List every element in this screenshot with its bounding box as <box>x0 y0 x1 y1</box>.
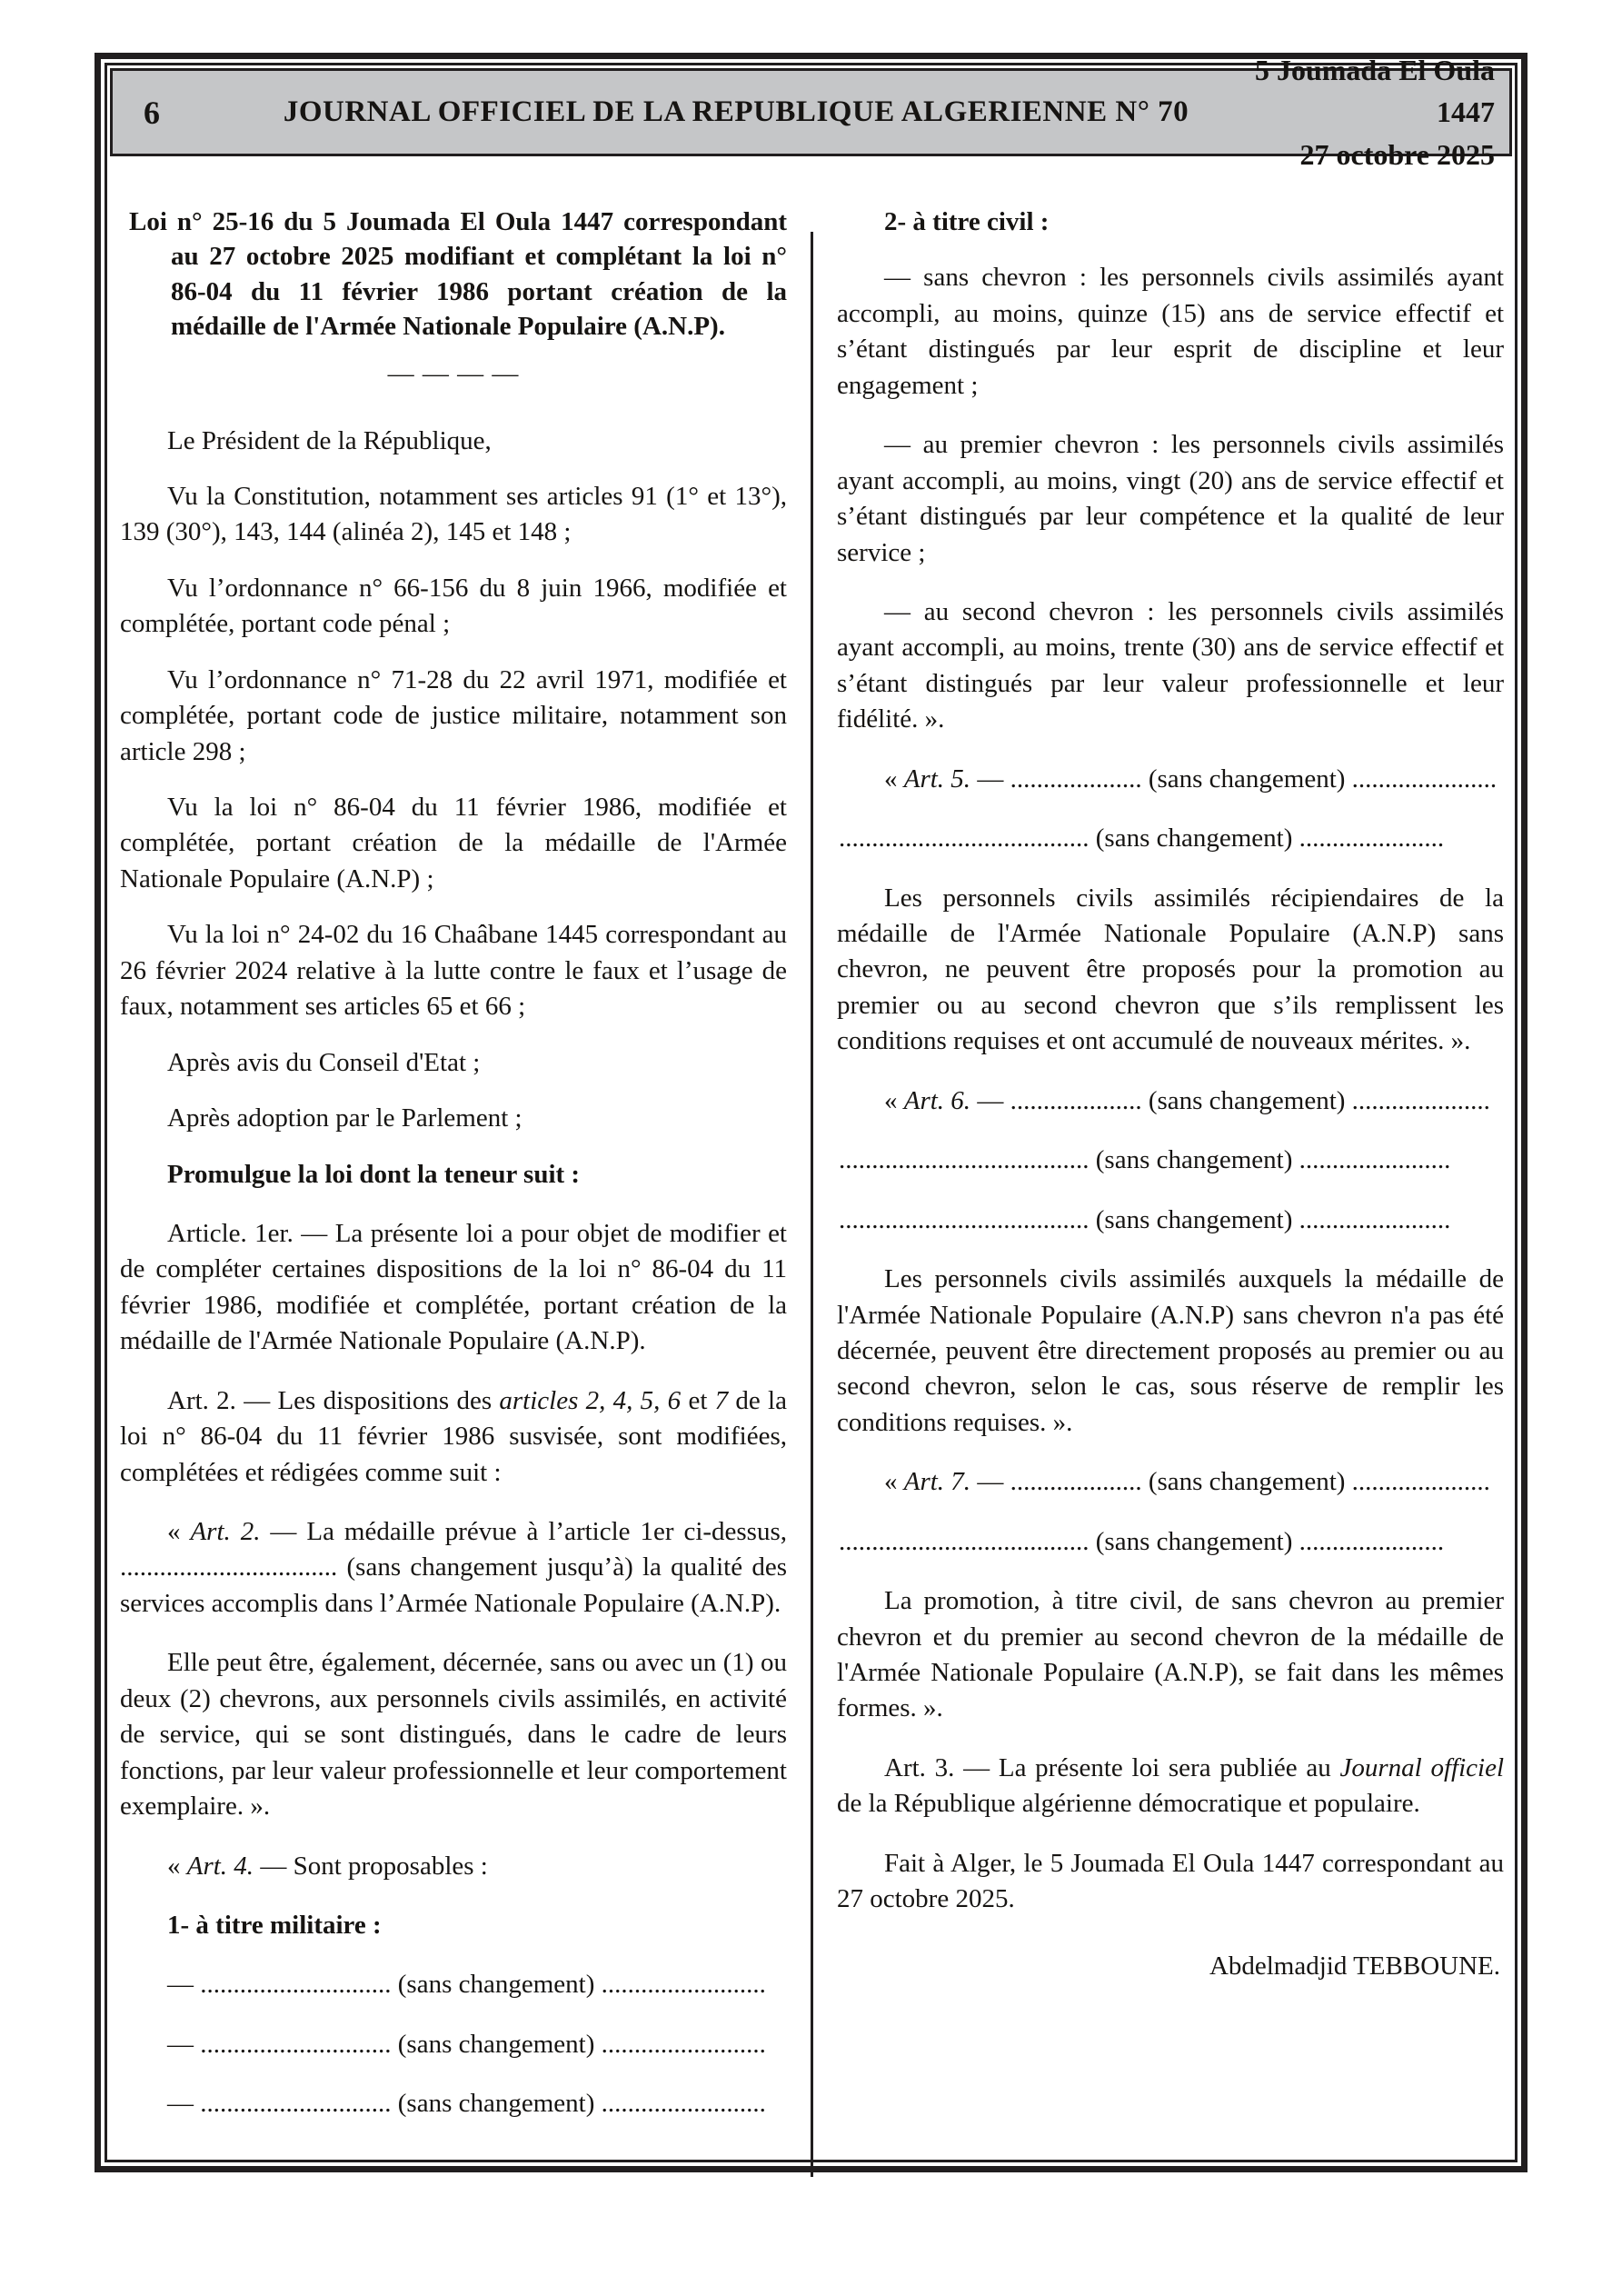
page-frame <box>95 53 1527 2172</box>
page-inner-frame <box>104 53 1518 2162</box>
quote-open: « <box>884 1467 904 1497</box>
visa-parlement: Après adoption par le Parlement ; <box>167 1103 522 1133</box>
page-number: 6 <box>144 94 160 131</box>
article-3-text: Art. 3. — La présente loi sera publiée au <box>884 1752 1340 1782</box>
journal-header <box>110 53 1512 171</box>
paragraph-president: Le Président de la République, <box>167 425 492 455</box>
article-2-intro-et: et <box>681 1385 715 1415</box>
article-2-intro-italic-7: 7 <box>714 1385 729 1415</box>
right-column <box>837 205 1504 2177</box>
article-2-intro-tail: de la loi n° 86-04 du 11 février 1986 susvisée, sont modifiées, complétées et rédigées comme suit : <box>120 1385 787 1487</box>
signature: Abdelmadjid TEBBOUNE. <box>1209 1951 1500 1981</box>
law-title: Loi n° 25-16 du 5 Joumada El Oula 1447 correspondant au 27 octobre 2025 modifiant et complétant la loi n° 86-04 du 11 février 1986 portant création de la médaille de l'Armée Nationale Populaire (A.N.P). <box>129 207 787 341</box>
paragraph-auxquels: Les personnels civils assimilés auxquels la médaille de l'Armée Nationale Populaire (A.N.P) sans chevron n'a pas été décernée, peuvent être directement proposés au premier ou au second chevron, selon le cas, sous réserve de remplir les conditions requises. ». <box>837 1264 1504 1437</box>
paragraph-recipiendaires: Les personnels civils assimilés récipiendaires de la médaille de l'Armée Nationale Populaire (A.N.P) sans chevron, ne peuvent être proposés pour la promotion au premier ou au second chevron que s’ils remplissent les conditions requises et ont accumulé de nouveaux mérites. ». <box>837 883 1504 1056</box>
article-1: Article. 1er. — La présente loi a pour objet de modifier et de compléter certaines dispositions de la loi n° 86-04 du 11 février 1986, modifiée et complétée, portant création de la médaille de l'Armée Nationale Populaire (A.N.P). <box>120 1218 787 1356</box>
quote-open: « <box>884 764 904 794</box>
article-2-label: Art. 2. <box>190 1517 261 1546</box>
title-separator: — — — — <box>387 359 520 389</box>
visa-ordonnance-66-156: Vu l’ordonnance n° 66-156 du 8 juin 1966, modifiée et complétée, portant code pénal ; <box>120 573 787 639</box>
visa-constitution: Vu la Constitution, notamment ses articles 91 (1° et 13°), 139 (30°), 143, 144 (alinéa 2), 145 et 148 ; <box>120 481 787 547</box>
article-2-quote <box>120 1514 787 1622</box>
article-7-quote-text: — .................... (sans changement) ..................... <box>970 1467 1490 1497</box>
paragraph-fait-a-alger: Fait à Alger, le 5 Joumada El Oula 1447 correspondant au 27 octobre 2025. <box>837 1848 1504 1914</box>
sans-changement-line: ...................................... (sans changement) ....................... <box>839 1204 1451 1234</box>
paragraph-elle-peut-etre: Elle peut être, également, décernée, sans ou avec un (1) ou deux (2) chevrons, aux personnels civils assimilés, en activité de service, qui se sont distingués, dans le cadre de leurs fonctions, par leur valeur professionnelle et leur comportement exemplaire. ». <box>120 1648 787 1822</box>
sans-changement-line: ...................................... (sans changement) ....................... <box>839 1145 1451 1175</box>
article-6-label: Art. 6. <box>903 1085 971 1115</box>
heading-titre-militaire: 1- à titre militaire : <box>167 1910 382 1940</box>
item-second-chevron: — au second chevron : les personnels civils assimilés ayant accompli, au moins, trente (30) ans de service effectif et s’étant distingués par leur valeur professionnelle et leur fidélité. ». <box>837 596 1504 734</box>
left-column <box>120 205 787 2177</box>
article-2-quote-text: — La médaille prévue à l’article 1er ci-dessus, ................................. (sans changement jusqu’à) la qualité des services accomplis dans l’Armée Nationale Populaire (A.N.P). <box>120 1517 788 1618</box>
sans-changement-line: — ............................. (sans changement) ......................... <box>167 2029 766 2059</box>
sans-changement-line: — ............................. (sans changement) ......................... <box>167 2089 766 2119</box>
sans-changement-line: ...................................... (sans changement) ...................... <box>839 824 1445 854</box>
article-5-label: Art. 5. <box>903 764 971 794</box>
text-columns <box>107 159 1515 2177</box>
quote-open: « <box>167 1517 191 1546</box>
article-6-quote-text: — .................... (sans changement) ..................... <box>970 1085 1490 1115</box>
article-2-intro-italic-refs: articles 2, 4, 5, 6 <box>499 1385 682 1415</box>
visa-ordonnance-71-28: Vu l’ordonnance n° 71-28 du 22 avril 1971, modifiée et complétée, portant code de justice militaire, notamment son article 298 ; <box>120 664 787 766</box>
item-sans-chevron: — sans chevron : les personnels civils assimilés ayant accompli, au moins, quinze (15) ans de service effectif et s’étant distingués par leur esprit de discipline et leur engagement ; <box>837 263 1504 400</box>
article-4-quote-text: — Sont proposables : <box>254 1851 488 1881</box>
publication-date-gregorian: 27 octobre 2025 <box>1299 137 1495 171</box>
article-3-journal-officiel-italic: Journal officiel <box>1339 1752 1504 1782</box>
item-premier-chevron: — au premier chevron : les personnels civils assimilés ayant accompli, au moins, vingt (20) ans de service effectif et s’étant distingués par leur compétence et la qualité de leur service ; <box>837 430 1504 567</box>
sans-changement-line: ...................................... (sans changement) ...................... <box>839 1526 1445 1556</box>
publication-date-hijri: 5 Joumada El Oula 1447 <box>1254 53 1495 129</box>
article-5-quote <box>837 762 1504 797</box>
article-5-quote-text: — .................... (sans changement) ...................... <box>970 764 1498 794</box>
journal-title: JOURNAL OFFICIEL DE LA REPUBLIQUE ALGERIENNE N° 70 <box>283 95 1189 128</box>
promulgation-clause: Promulgue la loi dont la teneur suit : <box>167 1159 581 1189</box>
visa-loi-86-04: Vu la loi n° 86-04 du 11 février 1986, modifiée et complétée, portant création de la médaille de l'Armée Nationale Populaire (A.N.P) ; <box>120 793 787 893</box>
article-7-quote <box>837 1464 1504 1500</box>
article-4-label: Art. 4. <box>186 1851 254 1881</box>
paragraph-promotion: La promotion, à titre civil, de sans chevron au premier chevron et du premier au second chevron de la médaille de l'Armée Nationale Populaire (A.N.P), se fait dans les mêmes formes. ». <box>837 1586 1504 1723</box>
article-2-intro <box>120 1383 787 1491</box>
article-6-quote <box>837 1083 1504 1119</box>
visa-loi-24-02: Vu la loi n° 24-02 du 16 Chaâbane 1445 correspondant au 26 février 2024 relative à la lutte contre le faux et l’usage de faux, notamment ses articles 65 et 66 ; <box>120 920 787 1022</box>
article-7-label: Art. 7. <box>903 1467 971 1497</box>
article-3 <box>837 1751 1504 1822</box>
article-3-tail: de la République algérienne démocratique et populaire. <box>837 1789 1420 1819</box>
heading-titre-civil: 2- à titre civil : <box>884 207 1050 236</box>
article-2-intro-text: Art. 2. — Les dispositions des <box>167 1385 500 1415</box>
sans-changement-line: — ............................. (sans changement) ......................... <box>167 1970 766 2000</box>
visa-conseil-etat: Après avis du Conseil d'Etat ; <box>167 1047 481 1077</box>
article-4-quote <box>120 1849 787 1884</box>
quote-open: « <box>167 1851 187 1881</box>
publication-date <box>1196 49 1509 175</box>
column-divider-rule <box>811 232 813 2177</box>
quote-open: « <box>884 1085 904 1115</box>
